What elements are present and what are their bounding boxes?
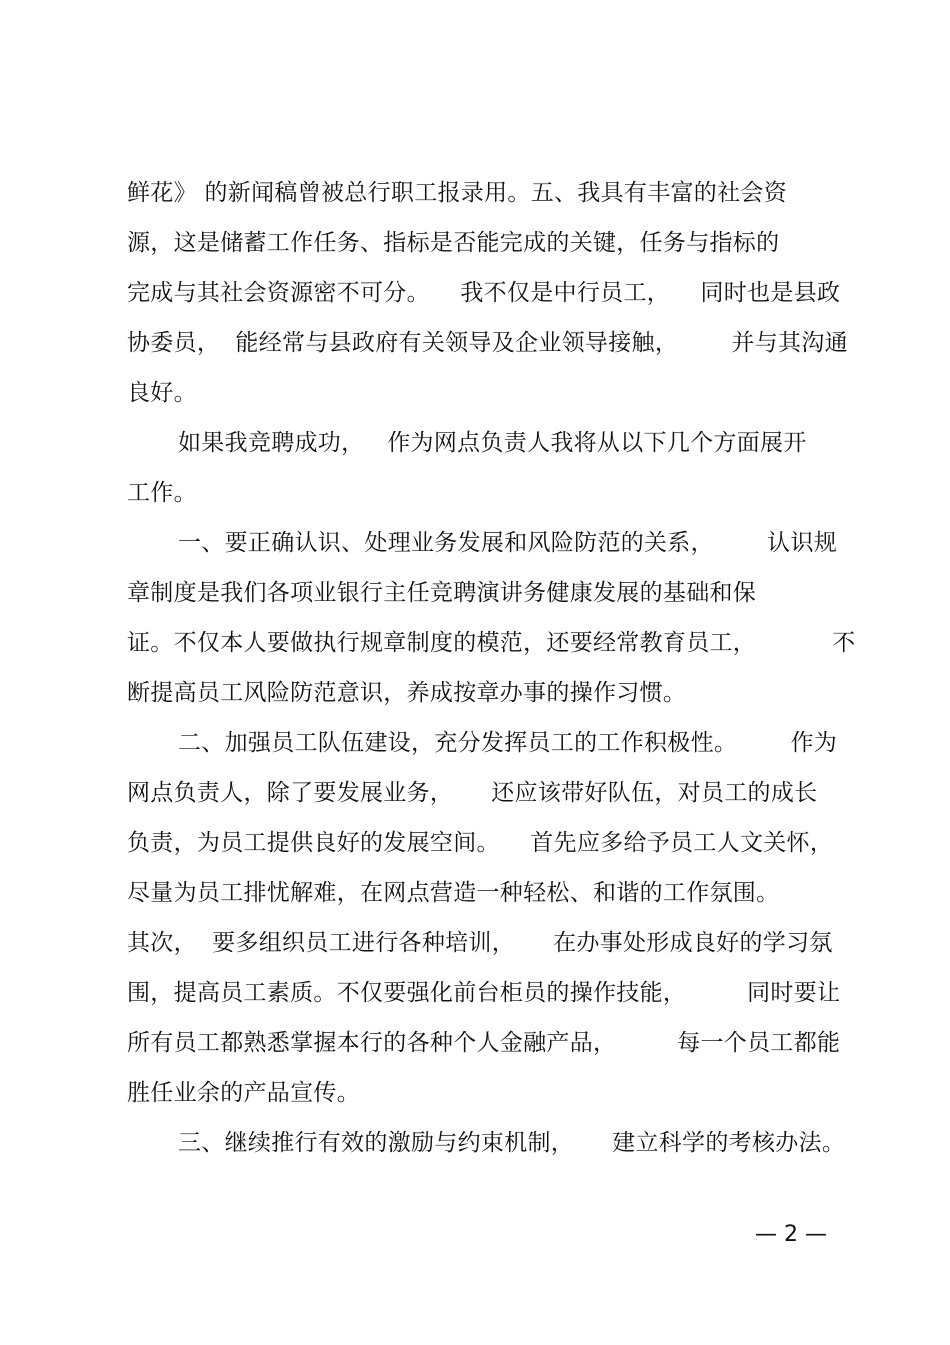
text-line: 网点负责人，除了要发展业务， 还应该带好队伍，对员工的成长 (127, 780, 818, 806)
paragraph-start-line: 如果我竞聘成功， 作为网点负责人我将从以下几个方面展开 (178, 430, 807, 456)
text-line: 证。不仅本人要做执行规章制度的模范，还要经常教育员工， 不 (127, 630, 856, 656)
text-line: 围，提高员工素质。不仅要强化前台柜员的操作技能， 同时要让 (127, 980, 841, 1006)
text-line: 协委员， 能经常与县政府有关领导及企业领导接触， 并与其沟通 (127, 330, 848, 356)
text-line: 完成与其社会资源密不可分。 我不仅是中行员工， 同时也是县政 (127, 280, 841, 306)
text-line: 所有员工都熟悉掌握本行的各种个人金融产品， 每一个员工都能 (127, 1030, 841, 1056)
text-line: 胜任业余的产品宣传。 (127, 1080, 360, 1106)
text-line: 良好。 (127, 380, 197, 406)
paragraph-start-line: 一、要正确认识、处理业务发展和风险防范的关系， 认识规 (178, 530, 838, 556)
paragraph-start-line: 三、继续推行有效的激励与约束机制， 建立科学的考核办法。 (178, 1130, 846, 1156)
text-line: 工作。 (127, 480, 197, 506)
text-line: 负责，为员工提供良好的发展空间。 首先应多给予员工人文关怀， (127, 830, 834, 856)
text-line: 鲜花》 的新闻稿曾被总行职工报录用。五、我具有丰富的社会资 (127, 180, 788, 206)
page-number: — 2 — (755, 1222, 827, 1247)
text-line: 尽量为员工排忧解难，在网点营造一种轻松、和谐的工作氛围。 (127, 880, 780, 906)
text-line: 源，这是储蓄工作任务、指标是否能完成的关键，任务与指标的 (127, 230, 780, 256)
paragraph-start-line: 二、加强员工队伍建设，充分发挥员工的工作积极性。 作为 (178, 730, 838, 756)
text-line: 章制度是我们各项业银行主任竞聘演讲务健康发展的基础和保 (127, 580, 757, 606)
text-line: 其次， 要多组织员工进行各种培训， 在办事处形成良好的学习氛 (127, 930, 833, 956)
text-line: 断提高员工风险防范意识，养成按章办事的操作习惯。 (127, 680, 687, 706)
